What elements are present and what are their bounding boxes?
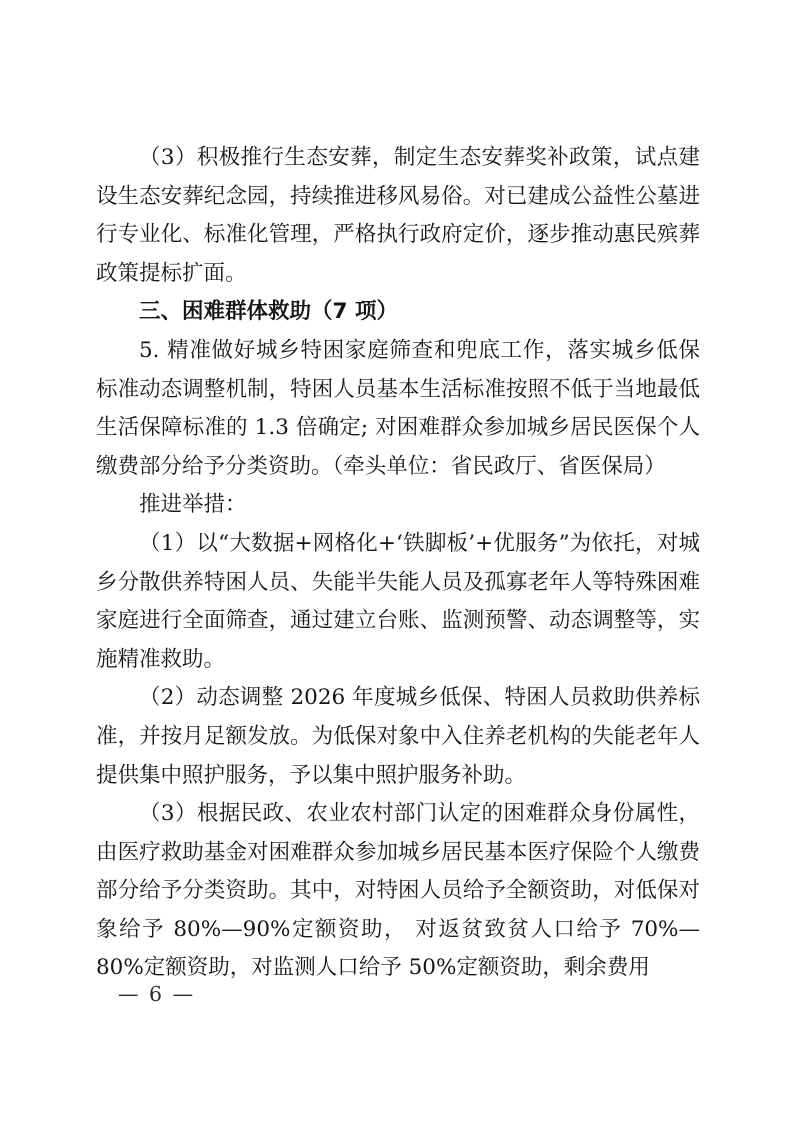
document-body bbox=[96, 139, 700, 988]
section-heading-difficult-groups: 三、困难群体救助（7 项） bbox=[139, 299, 398, 325]
paragraph-measure-3: （3）根据民政、农业农村部门认定的困难群众身份属性，由医疗救助基金对困难群众参加城乡居民基本医疗保险个人缴费部分给予分类资助。其中，对特困人员给予全额资助，对低保对象给予 80%—90%定额资助， 对返贫致贫人口给予 70%—80%定额资助，对监测人口给予 50%定额资助，剩余费用 bbox=[96, 801, 700, 981]
paragraph-measure-1: （1）以“大数据+网格化+‘铁脚板’+优服务”为依托，对城乡分散供养特困人员、失能半失能人员及孤寡老年人等特殊困难家庭进行全面筛查，通过建立台账、监测预警、动态调整等，实施精准救助。 bbox=[96, 530, 700, 672]
paragraph-measure-2: （2）动态调整 2026 年度城乡低保、特困人员救助供养标准，并按月足额发放。为低保对象中入住养老机构的失能老年人提供集中照护服务，予以集中照护服务补助。 bbox=[96, 685, 700, 788]
paragraph-measures-label: 推进举措： bbox=[139, 492, 247, 518]
page-number: — 6 — bbox=[118, 982, 196, 1006]
paragraph-item-5: 5. 精准做好城乡特困家庭筛查和兜底工作，落实城乡低保标准动态调整机制，特困人员基本生活标准按照不低于当地最低生活保障标准的 1.3 倍确定; 对困难群众参加城乡居民医保个人缴费部分给予分类资助。（牵头单位：省民政厅、省医保局） bbox=[96, 337, 700, 479]
paragraph-eco-burial: （3）积极推行生态安葬，制定生态安葬奖补政策，试点建设生态安葬纪念园，持续推进移风易俗。对已建成公益性公墓进行专业化、标准化管理，严格执行政府定价，逐步推动惠民殡葬政策提标扩面。 bbox=[96, 145, 700, 286]
